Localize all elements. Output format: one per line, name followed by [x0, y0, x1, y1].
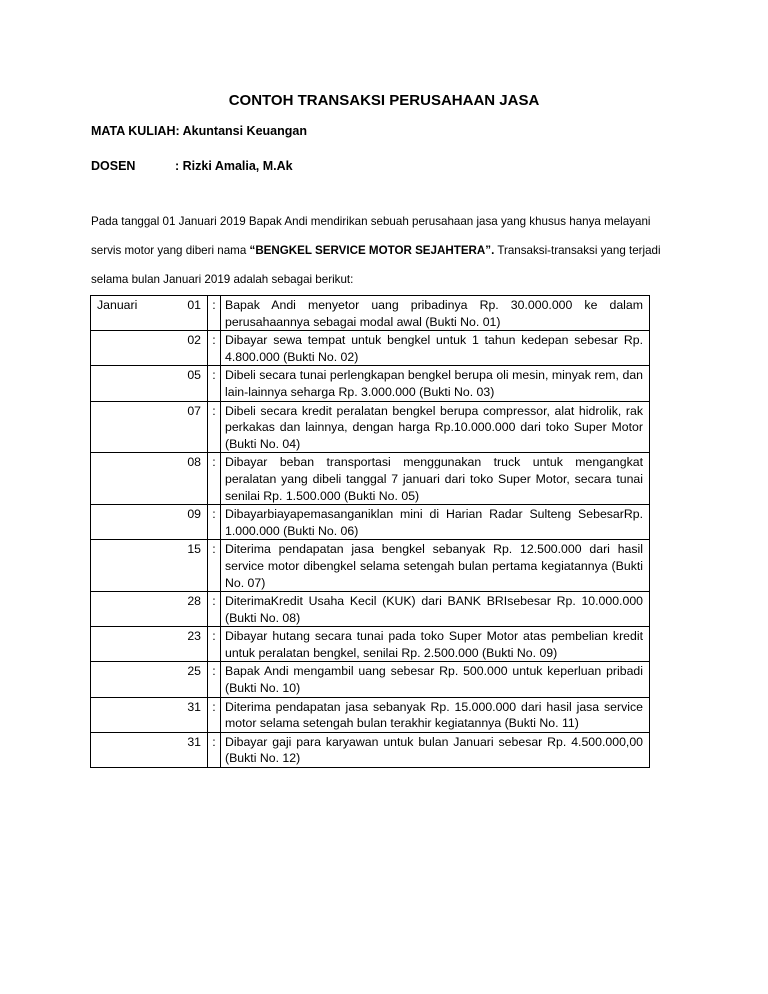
lecturer-info [91, 159, 293, 173]
transaction-description: Dibayar sewa tempat untuk bengkel untuk 1 tahun kedepan sebesar Rp. 4.800.000 (Bukti No. 02) [221, 331, 650, 366]
lecturer-label: DOSEN [91, 159, 136, 173]
transaction-day: 07 [171, 401, 208, 453]
course-info [91, 124, 307, 138]
transaction-separator: : [208, 453, 221, 505]
company-name: “BENGKEL SERVICE MOTOR SEJAHTERA”. [249, 244, 495, 257]
transaction-day: 31 [171, 697, 208, 732]
transaction-separator: : [208, 331, 221, 366]
transaction-row [91, 366, 650, 401]
transaction-description: Dibayar beban transportasi menggunakan truck untuk mengangkat peralatan yang dibeli tanggal 7 januari dari toko Super Motor, secara tunai senilai Rp. 1.500.000 (Bukti No. 05) [221, 453, 650, 505]
transaction-day: 23 [171, 627, 208, 662]
document-title: CONTOH TRANSAKSI PERUSAHAAN JASA [228, 92, 540, 109]
transaction-month [91, 366, 172, 401]
transaction-table [90, 295, 650, 768]
transaction-day: 09 [171, 505, 208, 540]
transaction-month [91, 592, 172, 627]
transaction-day: 28 [171, 592, 208, 627]
transaction-month [91, 697, 172, 732]
transaction-row [91, 592, 650, 627]
lecturer-value: : Rizki Amalia, M.Ak [175, 159, 293, 173]
transaction-separator: : [208, 505, 221, 540]
transaction-month: Januari [91, 296, 172, 331]
transaction-row [91, 540, 650, 592]
transaction-month [91, 662, 172, 697]
transaction-description: Diterima pendapatan jasa bengkel sebanyak Rp. 12.500.000 dari hasil service motor dibengkel selama setengah bulan pertama kegiatannya (Bukti No. 07) [221, 540, 650, 592]
transaction-description: Dibeli secara tunai perlengkapan bengkel berupa oli mesin, minyak rem, dan lain-lainnya seharga Rp. 3.000.000 (Bukti No. 03) [221, 366, 650, 401]
transaction-description: Bapak Andi mengambil uang sebesar Rp. 500.000 untuk keperluan pribadi (Bukti No. 10) [221, 662, 650, 697]
transaction-separator: : [208, 627, 221, 662]
course-value: Akuntansi Keuangan [182, 124, 307, 138]
transaction-row [91, 662, 650, 697]
transaction-month [91, 627, 172, 662]
transaction-day: 25 [171, 662, 208, 697]
transaction-description: Dibayar hutang secara tunai pada toko Super Motor atas pembelian kredit untuk peralatan bengkel, senilai Rp. 2.500.000 (Bukti No. 09) [221, 627, 650, 662]
transaction-day: 05 [171, 366, 208, 401]
transaction-row [91, 401, 650, 453]
transaction-month [91, 540, 172, 592]
transaction-separator: : [208, 697, 221, 732]
transaction-description: DiterimaKredit Usaha Kecil (KUK) dari BANK BRIsebesar Rp. 10.000.000 (Bukti No. 08) [221, 592, 650, 627]
course-label: MATA KULIAH: [91, 124, 180, 138]
transaction-description: Dibayar gaji para karyawan untuk bulan Januari sebesar Rp. 4.500.000,00 (Bukti No. 12) [221, 732, 650, 767]
transaction-separator: : [208, 732, 221, 767]
transaction-row [91, 453, 650, 505]
transaction-table-body [91, 296, 650, 768]
intro-text-2: Transaksi-transaksi yang terjadi selama bulan Januari 2019 adalah sebagai berikut: [91, 244, 661, 286]
transaction-day: 15 [171, 540, 208, 592]
intro-text-1: Pada tanggal 01 Januari 2019 Bapak Andi mendirikan sebuah perusahaan jasa yang khusus hanya melayani servis motor yang diberi nama [91, 215, 651, 257]
transaction-separator: : [208, 662, 221, 697]
transaction-day: 01 [171, 296, 208, 331]
transaction-separator: : [208, 296, 221, 331]
transaction-month [91, 401, 172, 453]
transaction-description: Diterima pendapatan jasa sebanyak Rp. 15.000.000 dari hasil jasa service motor selama setengah bulan terakhir kegiatannya (Bukti No. 11) [221, 697, 650, 732]
transaction-row [91, 331, 650, 366]
intro-paragraph [91, 207, 669, 294]
transaction-month [91, 453, 172, 505]
transaction-separator: : [208, 366, 221, 401]
transaction-month [91, 331, 172, 366]
transaction-separator: : [208, 592, 221, 627]
transaction-row [91, 296, 650, 331]
transaction-description: Dibayarbiayapemasanganiklan mini di Harian Radar Sulteng SebesarRp. 1.000.000 (Bukti No. 06) [221, 505, 650, 540]
transaction-separator: : [208, 401, 221, 453]
transaction-month [91, 505, 172, 540]
transaction-month [91, 732, 172, 767]
transaction-day: 02 [171, 331, 208, 366]
transaction-row [91, 505, 650, 540]
transaction-day: 31 [171, 732, 208, 767]
transaction-separator: : [208, 540, 221, 592]
transaction-row [91, 732, 650, 767]
transaction-description: Bapak Andi menyetor uang pribadinya Rp. 30.000.000 ke dalam perusahaannya sebagai modal awal (Bukti No. 01) [221, 296, 650, 331]
transaction-description: Dibeli secara kredit peralatan bengkel berupa compressor, alat hidrolik, rak perkakas dan lainnya, dengan harga Rp.10.000.000 dari toko Super Motor (Bukti No. 04) [221, 401, 650, 453]
transaction-row [91, 697, 650, 732]
transaction-row [91, 627, 650, 662]
transaction-day: 08 [171, 453, 208, 505]
